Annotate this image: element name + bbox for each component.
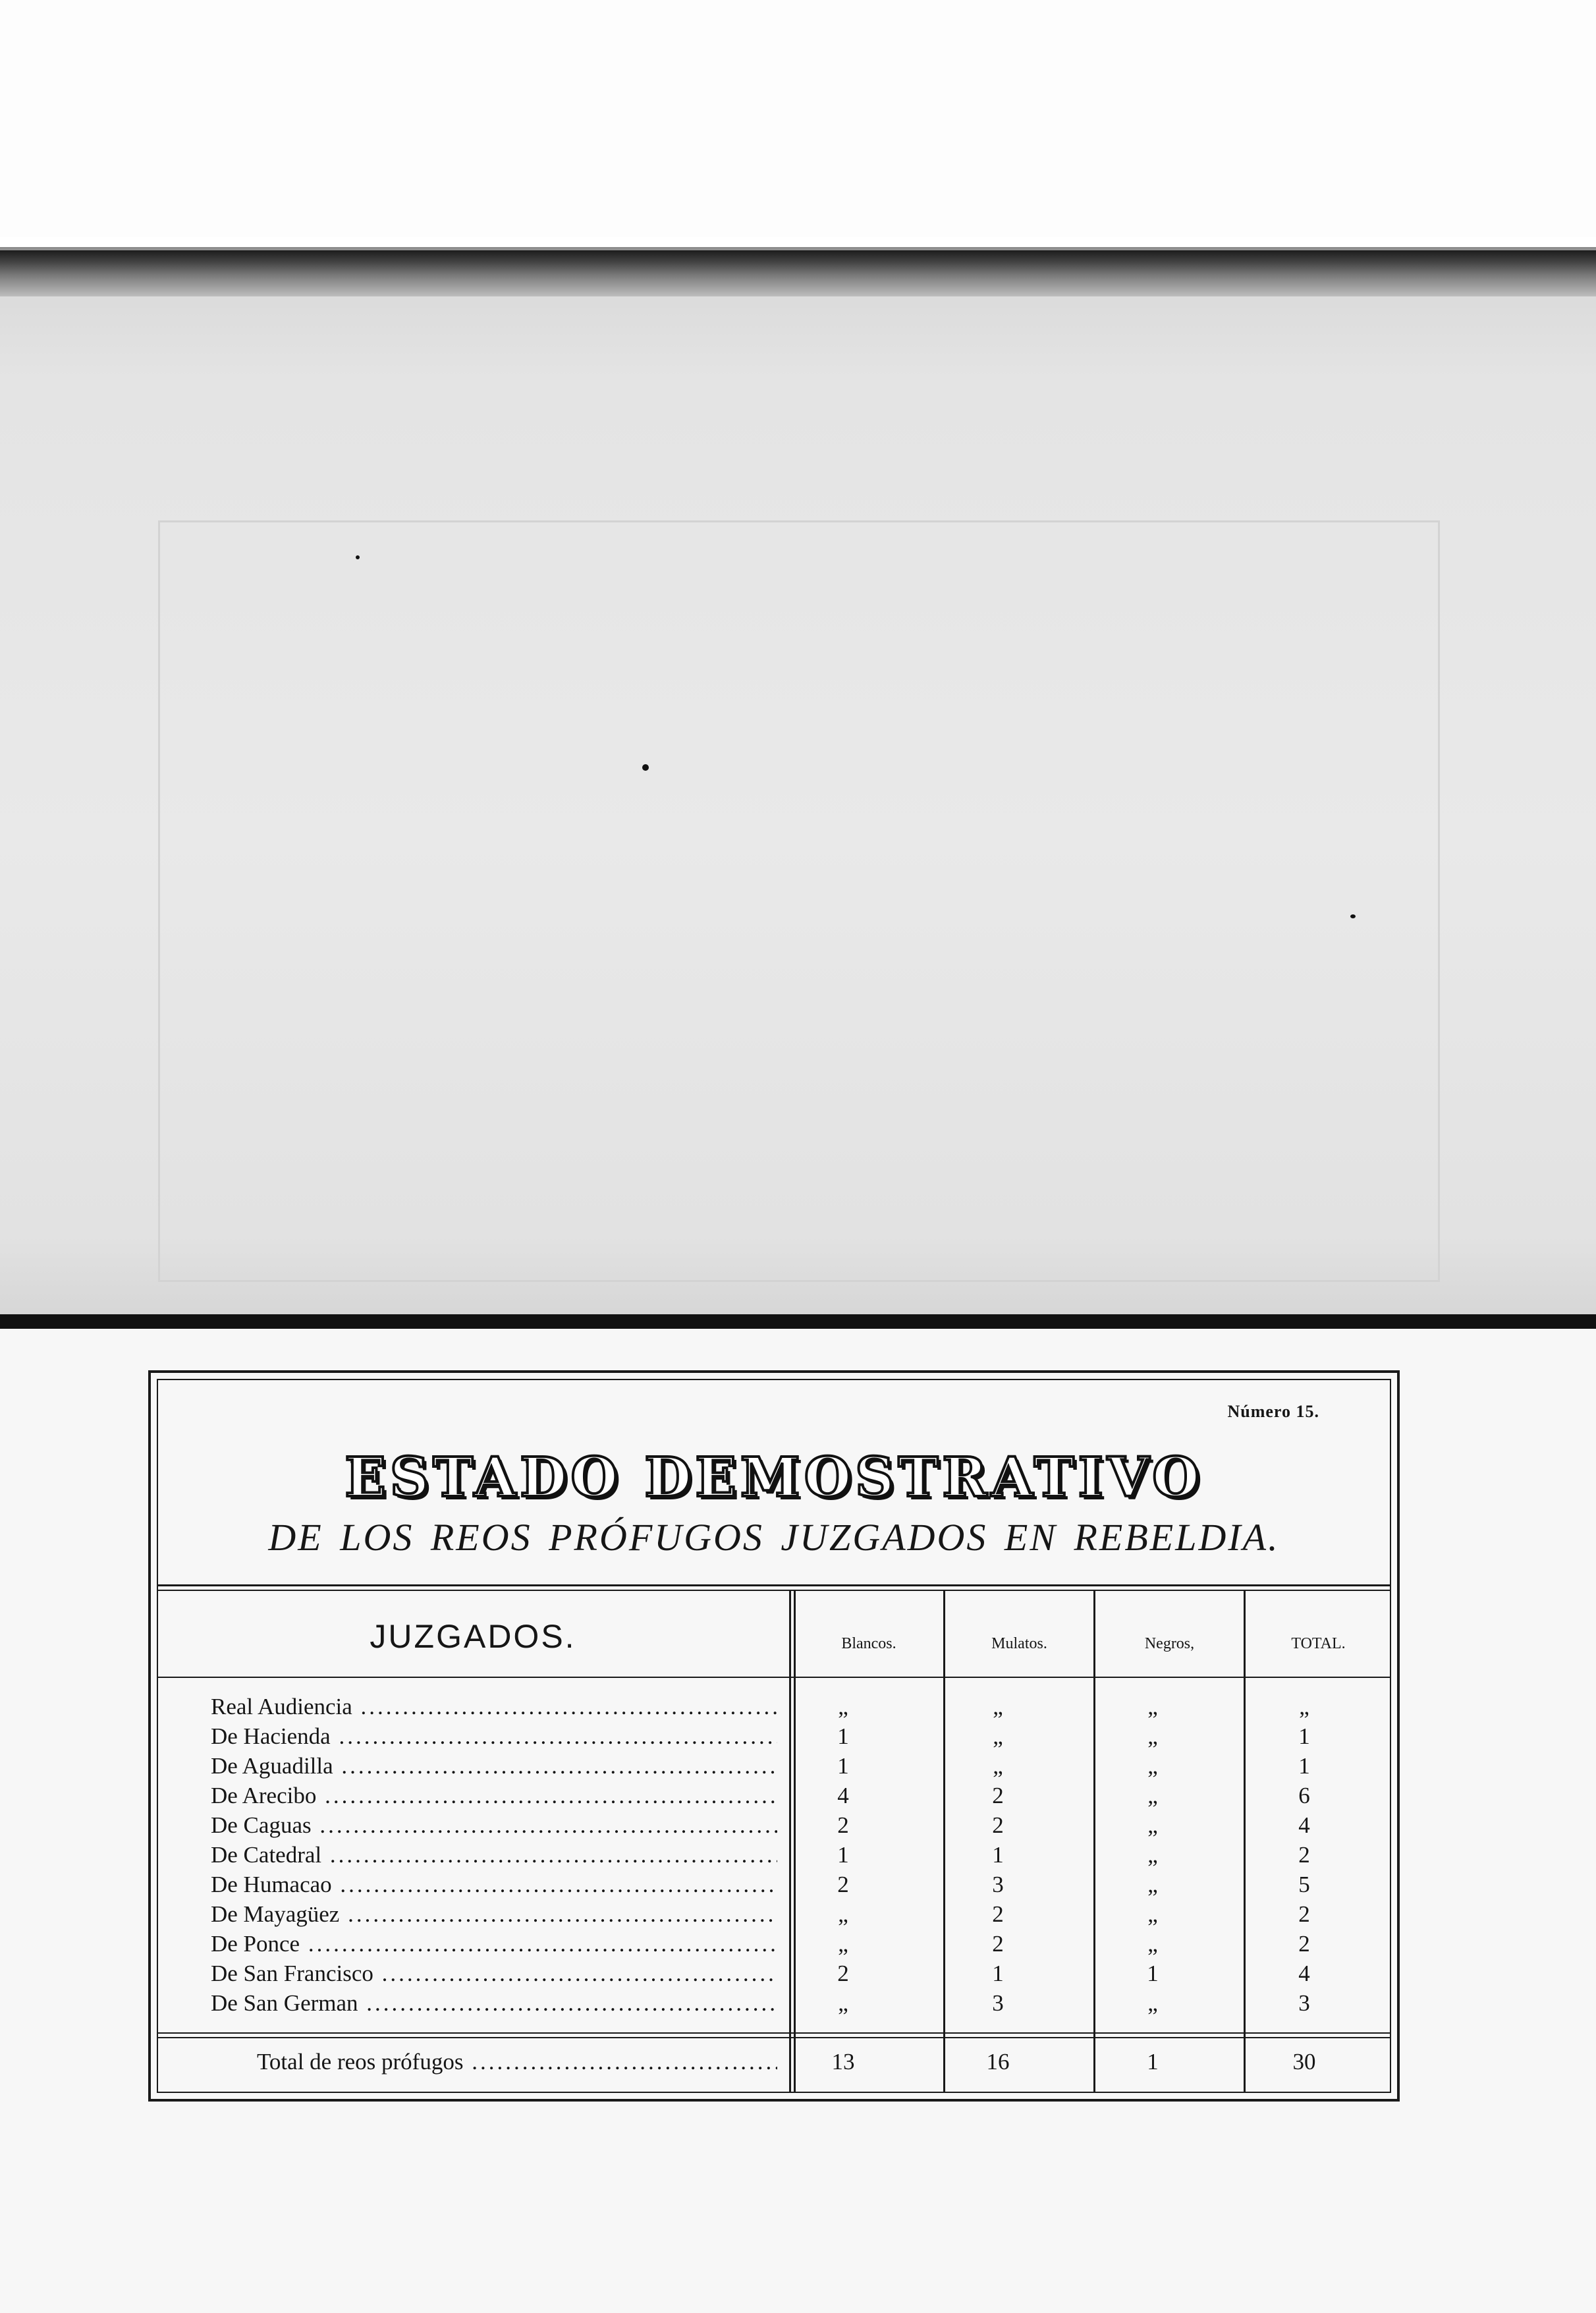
row-name: De Caguas ..... bbox=[211, 1810, 777, 1840]
cell-mulatos: „ bbox=[993, 1723, 1003, 1749]
ink-speck bbox=[356, 555, 360, 559]
cell-blancos: 4 bbox=[837, 1783, 849, 1808]
cell-total: 6 bbox=[1298, 1783, 1310, 1808]
header-total: TOTAL. bbox=[1291, 1635, 1346, 1652]
rule-under-title-thin bbox=[157, 1590, 1391, 1591]
cell-negros: „ bbox=[1147, 1783, 1158, 1808]
table-body bbox=[211, 1692, 1449, 2018]
header-blancos: Blancos. bbox=[841, 1635, 896, 1652]
row-name: De San German ..... bbox=[211, 1988, 777, 2018]
cell-total: 1 bbox=[1298, 1753, 1310, 1779]
cell-negros: „ bbox=[1147, 1812, 1158, 1838]
row-name: Real Audiencia ..... bbox=[211, 1692, 777, 1721]
header-juzgados: JUZGADOS. bbox=[370, 1618, 576, 1655]
cell-blancos: 1 bbox=[837, 1842, 849, 1868]
document-subtitle: DE LOS REOS PRÓFUGOS JUZGADOS EN REBELDIA. bbox=[268, 1516, 1280, 1559]
cell-blancos: „ bbox=[838, 1694, 848, 1719]
row-name: De Mayagüez ..... bbox=[211, 1899, 777, 1929]
cell-mulatos: 2 bbox=[992, 1901, 1004, 1927]
row-name: De San Francisco ..... bbox=[211, 1959, 777, 1988]
header-mulatos: Mulatos. bbox=[991, 1635, 1047, 1652]
total-blancos: 13 bbox=[831, 2049, 855, 2075]
cell-blancos: 2 bbox=[837, 1812, 849, 1838]
row-name: De Hacienda ..... bbox=[211, 1721, 777, 1751]
cell-mulatos: 2 bbox=[992, 1812, 1004, 1838]
cell-blancos: „ bbox=[838, 1990, 848, 2016]
cell-blancos: „ bbox=[838, 1931, 848, 1957]
table-row bbox=[211, 1810, 1449, 1840]
document-number: Número 15. bbox=[1227, 1402, 1319, 1421]
cell-mulatos: 2 bbox=[992, 1783, 1004, 1808]
cell-total: 5 bbox=[1298, 1872, 1310, 1897]
cell-total: 3 bbox=[1298, 1990, 1310, 2016]
row-name: De Ponce ..... bbox=[211, 1929, 777, 1959]
table-row bbox=[211, 1721, 1449, 1751]
table-row bbox=[211, 1751, 1449, 1781]
total-label: Total de reos prófugos ..... bbox=[257, 2042, 777, 2082]
cell-blancos: 2 bbox=[837, 1872, 849, 1897]
total-total: 30 bbox=[1292, 2049, 1316, 2075]
cell-total: 4 bbox=[1298, 1961, 1310, 1986]
cell-blancos: 1 bbox=[837, 1723, 849, 1749]
cell-total: 2 bbox=[1298, 1931, 1310, 1957]
table-row bbox=[211, 1692, 1449, 1721]
cell-mulatos: „ bbox=[993, 1694, 1003, 1719]
rule-under-header bbox=[157, 1677, 1391, 1678]
cell-blancos: „ bbox=[838, 1901, 848, 1927]
total-row bbox=[257, 2042, 1429, 2082]
show-through-frame bbox=[158, 520, 1440, 1282]
cell-negros: „ bbox=[1147, 1990, 1158, 2016]
row-name: De Arecibo ..... bbox=[211, 1781, 777, 1810]
cell-blancos: 2 bbox=[837, 1961, 849, 1986]
table-row bbox=[211, 1870, 1449, 1899]
rule-under-title bbox=[157, 1584, 1391, 1586]
page-fold-bar bbox=[0, 1314, 1596, 1329]
table-row bbox=[211, 1899, 1449, 1929]
rule-above-total bbox=[157, 2032, 1391, 2034]
cell-negros: „ bbox=[1147, 1753, 1158, 1779]
table-row bbox=[211, 1959, 1449, 1988]
row-name: De Catedral ..... bbox=[211, 1840, 777, 1870]
rule-above-total-thin bbox=[157, 2037, 1391, 2038]
cell-mulatos: 2 bbox=[992, 1931, 1004, 1957]
cell-blancos: 1 bbox=[837, 1753, 849, 1779]
cell-total: 4 bbox=[1298, 1812, 1310, 1838]
cell-total: 2 bbox=[1298, 1842, 1310, 1868]
header-negros: Negros, bbox=[1144, 1635, 1195, 1652]
row-name: De Aguadilla ..... bbox=[211, 1751, 777, 1781]
cell-mulatos: 1 bbox=[992, 1961, 1004, 1986]
total-negros: 1 bbox=[1147, 2049, 1159, 2075]
cell-negros: „ bbox=[1147, 1842, 1158, 1868]
cell-negros: „ bbox=[1147, 1872, 1158, 1897]
cell-negros: „ bbox=[1147, 1694, 1158, 1719]
cell-total: 1 bbox=[1298, 1723, 1310, 1749]
table-row bbox=[211, 1781, 1449, 1810]
table-row bbox=[211, 1840, 1449, 1870]
row-name: De Humacao ..... bbox=[211, 1870, 777, 1899]
cell-negros: 1 bbox=[1147, 1961, 1159, 1986]
ink-speck bbox=[642, 764, 649, 771]
top-blank-strip bbox=[0, 0, 1596, 237]
cell-mulatos: „ bbox=[993, 1753, 1003, 1779]
fold-shadow-edge bbox=[0, 250, 1596, 296]
table-row bbox=[211, 1988, 1449, 2018]
table-row bbox=[211, 1929, 1449, 1959]
cell-negros: „ bbox=[1147, 1931, 1158, 1957]
cell-total: 2 bbox=[1298, 1901, 1310, 1927]
cell-total: „ bbox=[1299, 1694, 1309, 1719]
total-mulatos: 16 bbox=[986, 2049, 1010, 2075]
cell-mulatos: 3 bbox=[992, 1872, 1004, 1897]
cell-mulatos: 3 bbox=[992, 1990, 1004, 2016]
ink-speck bbox=[1350, 914, 1356, 918]
cell-negros: „ bbox=[1147, 1723, 1158, 1749]
cell-mulatos: 1 bbox=[992, 1842, 1004, 1868]
document-title: ESTADO DEMOSTRATIVO bbox=[344, 1446, 1203, 1509]
cell-negros: „ bbox=[1147, 1901, 1158, 1927]
